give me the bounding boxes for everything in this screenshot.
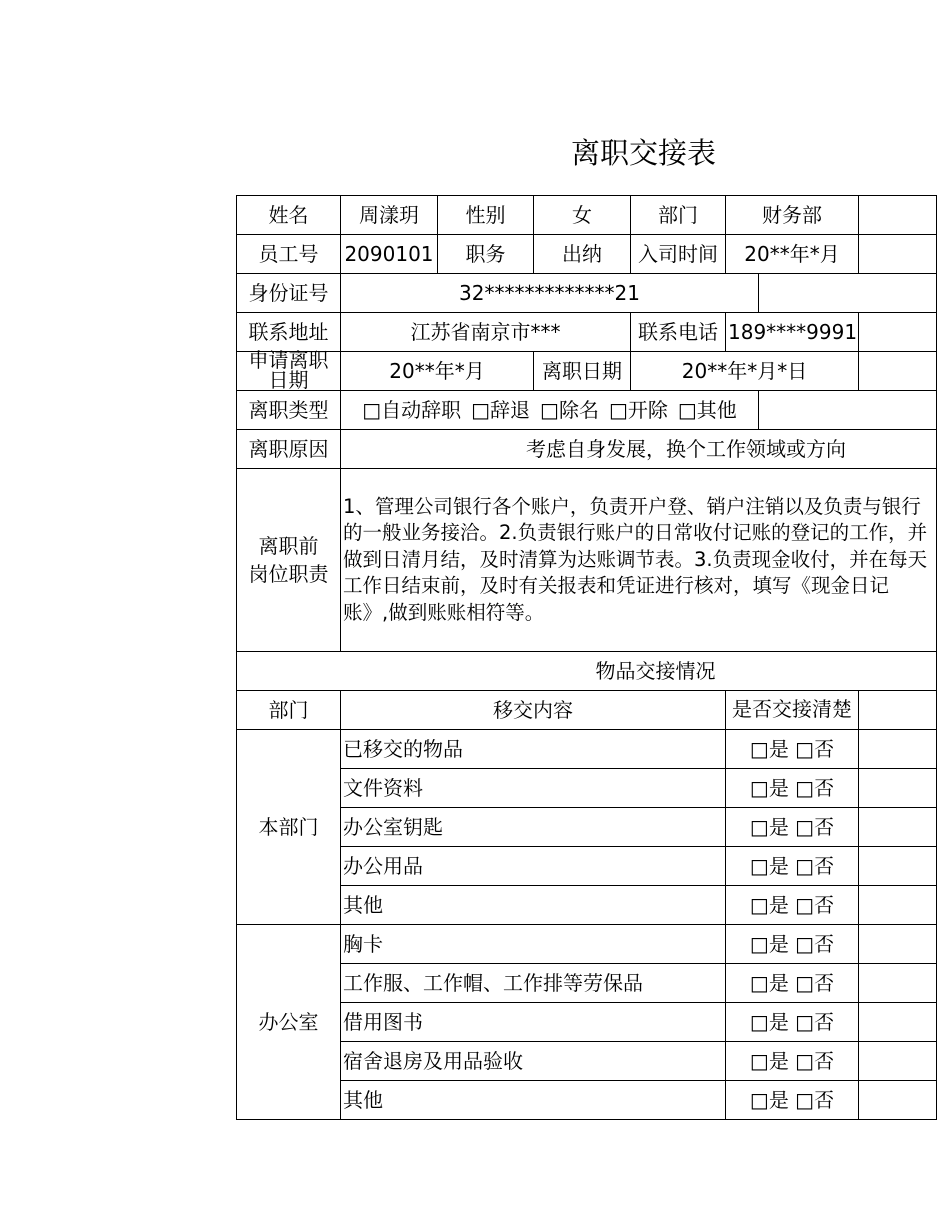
type-options xyxy=(341,391,759,430)
blank-cell xyxy=(859,1081,937,1120)
table-row xyxy=(237,730,937,769)
handover-item: 其他 xyxy=(341,1081,726,1120)
reason-value: 考虑自身发展，换个工作领域或方向 xyxy=(341,430,937,469)
gender-value: 女 xyxy=(534,196,631,235)
row-handover-header xyxy=(237,691,937,730)
col-clear-header xyxy=(726,691,859,730)
id-value: 32*************21 xyxy=(341,274,759,313)
duty-label xyxy=(237,469,341,652)
handover-item: 已移交的物品 xyxy=(341,730,726,769)
phone-label: 联系电话 xyxy=(631,313,726,352)
yes-no-checkbox[interactable]: □是 □否 xyxy=(726,925,859,964)
blank-cell xyxy=(859,769,937,808)
table-row xyxy=(237,1003,937,1042)
address-label: 联系地址 xyxy=(237,313,341,352)
blank-cell xyxy=(859,847,937,886)
blank-cell xyxy=(859,196,937,235)
group-dept: 本部门 xyxy=(237,730,341,925)
row-basic-1 xyxy=(237,196,937,235)
handover-item: 宿舍退房及用品验收 xyxy=(341,1042,726,1081)
row-id xyxy=(237,274,937,313)
leave-date-value: 20**年*月*日 xyxy=(631,352,859,391)
apply-date-label-text: 申请离职日期 xyxy=(248,348,329,392)
handover-item: 借用图书 xyxy=(341,1003,726,1042)
handover-item: 胸卡 xyxy=(341,925,726,964)
emp-no-value: 2090101 xyxy=(341,235,438,274)
blank-cell xyxy=(859,691,937,730)
duty-text xyxy=(341,469,937,652)
apply-date-label xyxy=(237,348,341,392)
type-label: 离职类型 xyxy=(237,391,341,430)
row-duties xyxy=(237,469,937,652)
type-option-voluntary[interactable]: □自动辞职 xyxy=(362,398,462,422)
blank-cell xyxy=(859,730,937,769)
blank-cell xyxy=(759,391,937,430)
join-label: 入司时间 xyxy=(631,235,726,274)
col-dept-header: 部门 xyxy=(237,691,341,730)
yes-no-checkbox[interactable]: □是 □否 xyxy=(726,964,859,1003)
table-row xyxy=(237,964,937,1003)
row-type xyxy=(237,391,937,430)
position-label: 职务 xyxy=(438,235,534,274)
col-clear-header-text: 是否交接清楚 xyxy=(732,697,852,721)
leave-date-label: 离职日期 xyxy=(534,352,631,391)
group-dept: 办公室 xyxy=(237,925,341,1120)
col-content-header: 移交内容 xyxy=(341,691,726,730)
handover-item: 工作服、工作帽、工作排等劳保品 xyxy=(341,964,726,1003)
address-value: 江苏省南京市*** xyxy=(341,313,631,352)
handover-form xyxy=(236,195,928,1118)
gender-label: 性别 xyxy=(438,196,534,235)
yes-no-checkbox[interactable]: □是 □否 xyxy=(726,1042,859,1081)
row-basic-2 xyxy=(237,235,937,274)
reason-label: 离职原因 xyxy=(237,430,341,469)
handover-table xyxy=(236,195,937,1120)
blank-cell xyxy=(859,1042,937,1081)
type-option-dismissed[interactable]: □辞退 xyxy=(471,398,531,422)
type-option-expelled[interactable]: □开除 xyxy=(608,398,668,422)
row-contact xyxy=(237,313,937,352)
table-row xyxy=(237,1081,937,1120)
dept-value: 财务部 xyxy=(726,196,859,235)
row-dates xyxy=(237,352,937,391)
name-label: 姓名 xyxy=(237,196,341,235)
yes-no-checkbox[interactable]: □是 □否 xyxy=(726,1081,859,1120)
yes-no-checkbox[interactable]: □是 □否 xyxy=(726,808,859,847)
type-option-other[interactable]: □其他 xyxy=(677,398,737,422)
table-row xyxy=(237,1042,937,1081)
yes-no-checkbox[interactable]: □是 □否 xyxy=(726,730,859,769)
handover-item: 文件资料 xyxy=(341,769,726,808)
table-row xyxy=(237,925,937,964)
position-value: 出纳 xyxy=(534,235,631,274)
blank-cell xyxy=(859,964,937,1003)
yes-no-checkbox[interactable]: □是 □否 xyxy=(726,769,859,808)
blank-cell xyxy=(859,352,937,391)
name-value: 周漾玥 xyxy=(341,196,438,235)
blank-cell xyxy=(859,808,937,847)
table-row xyxy=(237,886,937,925)
yes-no-checkbox[interactable]: □是 □否 xyxy=(726,886,859,925)
emp-no-label: 员工号 xyxy=(237,235,341,274)
table-row xyxy=(237,847,937,886)
join-value: 20**年*月 xyxy=(726,235,859,274)
handover-section-title: 物品交接情况 xyxy=(237,652,937,691)
handover-item: 其他 xyxy=(341,886,726,925)
duty-label-line1: 离职前 xyxy=(258,534,319,558)
yes-no-checkbox[interactable]: □是 □否 xyxy=(726,1003,859,1042)
row-reason xyxy=(237,430,937,469)
blank-cell xyxy=(859,313,937,352)
handover-item: 办公室钥匙 xyxy=(341,808,726,847)
blank-cell xyxy=(859,925,937,964)
row-section-title xyxy=(237,652,937,691)
phone-value: 189****9991 xyxy=(726,313,859,352)
type-option-removed[interactable]: □除名 xyxy=(540,398,599,422)
dept-label: 部门 xyxy=(631,196,726,235)
table-row xyxy=(237,808,937,847)
blank-cell xyxy=(859,235,937,274)
page-title: 离职交接表 xyxy=(571,136,717,170)
id-label: 身份证号 xyxy=(237,274,341,313)
blank-cell xyxy=(759,274,937,313)
apply-date-value: 20**年*月 xyxy=(341,352,534,391)
duty-text-content: 1、管理公司银行各个账户，负责开户登、销户注销以及负责与银行的一般业务接洽。2.负责银行账户的日常收付记账的登记的工作，并做到日清月结，及时清算为达账调节表。3.负责现金收付，并在每天工作日结束前，及时有关报表和凭证进行核对，填写《现金日记账》,做到账账相符等。 xyxy=(343,494,928,624)
duty-label-line2: 岗位职责 xyxy=(248,562,329,586)
yes-no-checkbox[interactable]: □是 □否 xyxy=(726,847,859,886)
blank-cell xyxy=(859,886,937,925)
blank-cell xyxy=(859,1003,937,1042)
table-row xyxy=(237,769,937,808)
handover-item: 办公用品 xyxy=(341,847,726,886)
